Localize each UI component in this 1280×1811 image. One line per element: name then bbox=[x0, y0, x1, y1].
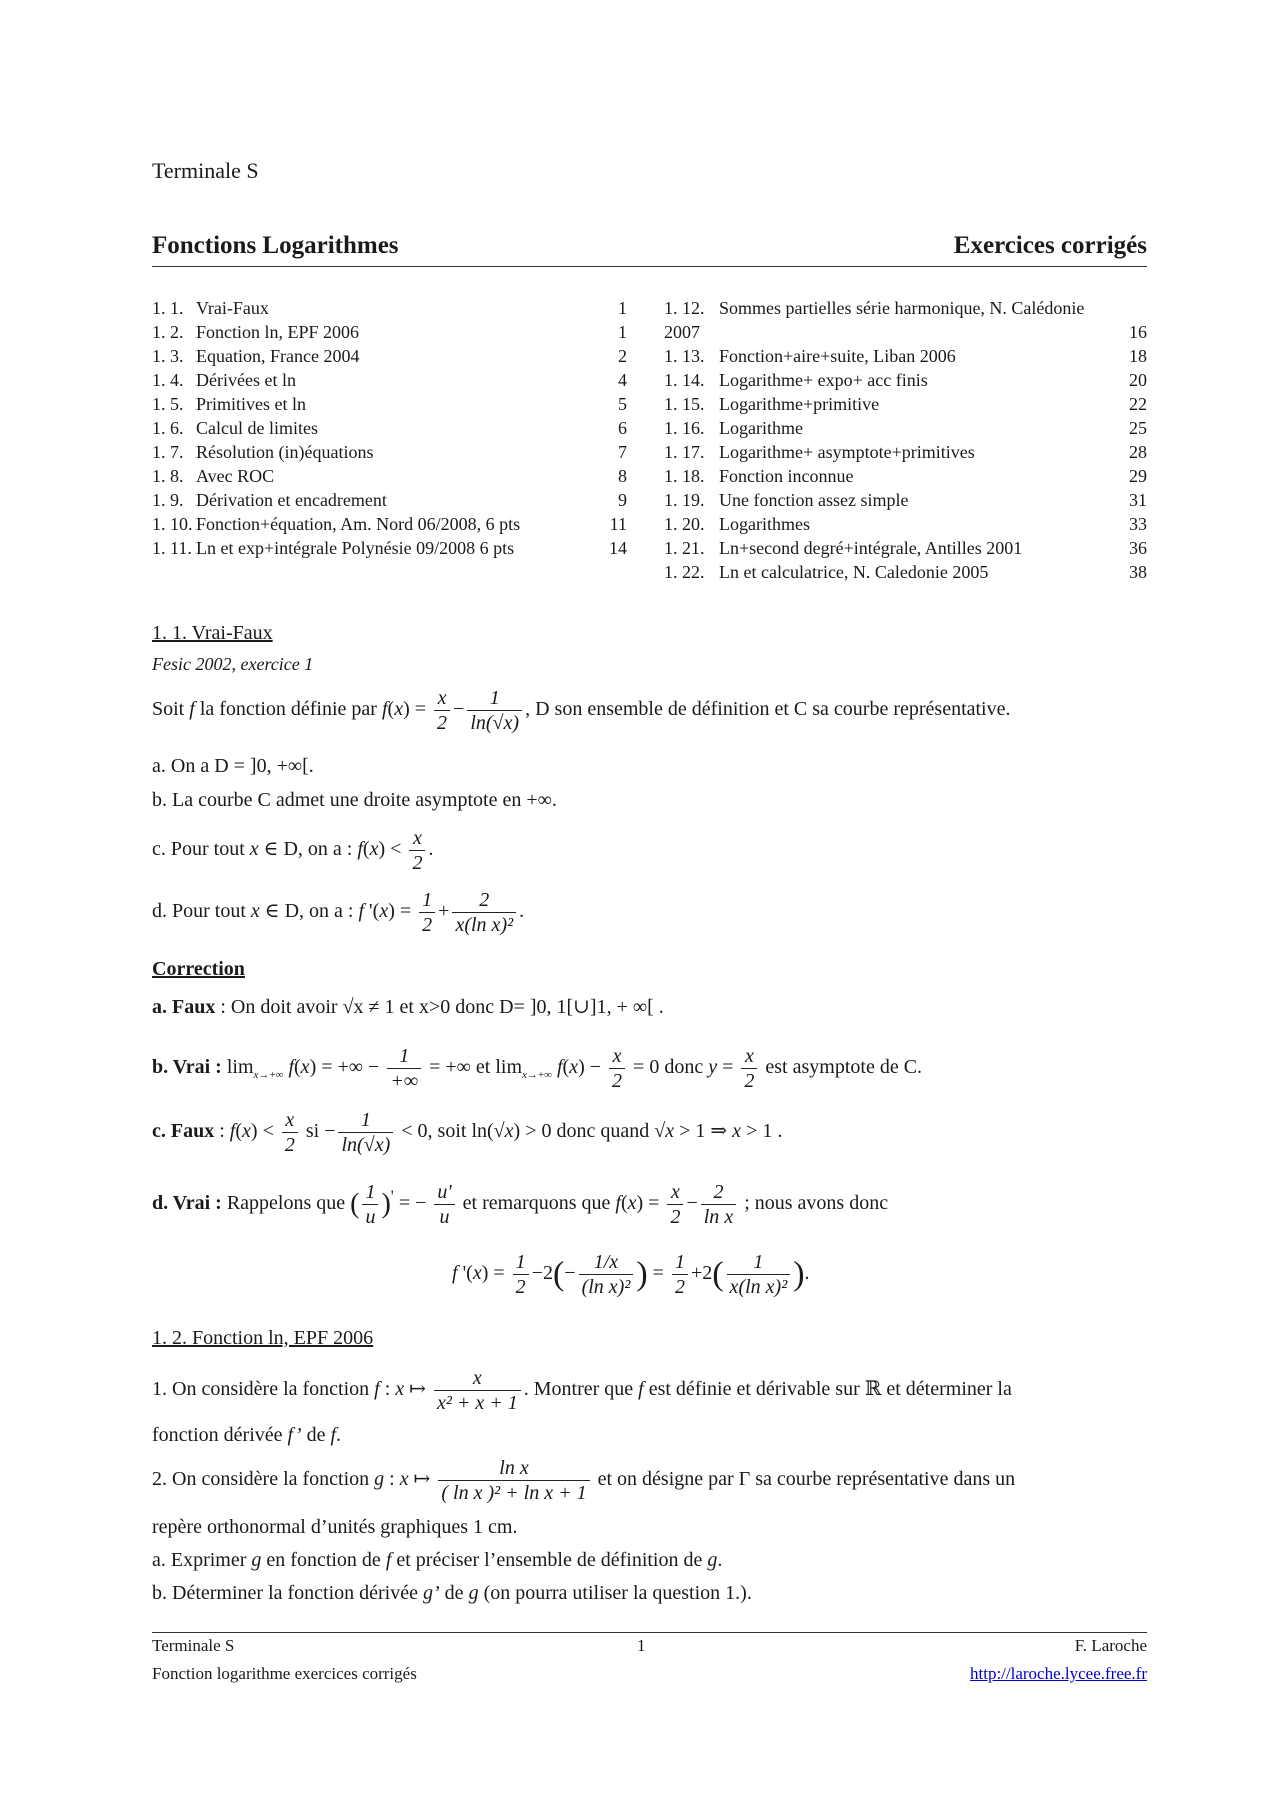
toc-entry-page: 18 bbox=[1129, 346, 1147, 366]
toc-entry-label: Sommes partielles série harmonique, N. Calédonie bbox=[719, 298, 1085, 318]
toc-entry[interactable] bbox=[152, 440, 627, 464]
document-title: Fonctions Logarithmes bbox=[152, 232, 399, 259]
header-class: Terminale S bbox=[152, 158, 259, 183]
toc-entry-page: 29 bbox=[1129, 466, 1147, 486]
statement-b: b. La courbe C admet une droite asymptote en +∞. bbox=[152, 789, 557, 811]
question-1: 1. On considère la fonction f : x ↦ $\frac{x}{\text{x² + x + 1}}$ . Montrer que f est définie et dérivable sur ℝ et déterminer la bbox=[152, 1367, 1012, 1414]
toc-entry[interactable] bbox=[152, 488, 627, 512]
section-heading-fonction-ln[interactable]: 1. 2. Fonction ln, EPF 2006 bbox=[152, 1327, 374, 1349]
footer-url-link[interactable]: http://laroche.lycee.free.fr bbox=[970, 1664, 1147, 1683]
toc-entry-label: Primitives et ln bbox=[196, 394, 306, 414]
toc-entry-number: 1. 15. bbox=[664, 394, 705, 414]
toc-entry-label: Vrai-Faux bbox=[196, 298, 269, 318]
toc-entry-label: Logarithme+primitive bbox=[719, 394, 880, 414]
correction-d: d. Vrai : Rappelons que ( $\frac{1}{u}$ )' = − $\frac{u'}{u}$ et remarquons que f(x) = $\frac{x}{2}$ − $\frac{2}{\text{ln x}}$ ; nous avons donc bbox=[152, 1181, 889, 1228]
fraction: $\frac{\text{ln x}}{\text{( ln x )² + ln x + 1}}$ bbox=[438, 1456, 589, 1505]
toc-entry[interactable] bbox=[152, 392, 627, 416]
fraction: $\frac{1/x}{\text{(ln x)²}}$ bbox=[579, 1250, 634, 1299]
toc-entry-label: Calcul de limites bbox=[196, 418, 318, 438]
toc-entry[interactable] bbox=[664, 368, 1147, 392]
toc-entry-page: 16 bbox=[1129, 322, 1147, 342]
toc-entry-number: 1. 22. bbox=[664, 562, 705, 582]
toc-entry[interactable] bbox=[152, 416, 627, 440]
toc-entry[interactable] bbox=[664, 440, 1147, 464]
toc-entry-page: 7 bbox=[618, 442, 627, 462]
toc-entry-label: Fonction ln, EPF 2006 bbox=[196, 322, 360, 342]
toc-entry-page: 25 bbox=[1129, 418, 1147, 438]
toc-entry-page: 28 bbox=[1129, 442, 1147, 462]
fraction: $\frac{x}{2}$ bbox=[667, 1180, 683, 1229]
fraction: $\frac{u'}{u}$ bbox=[434, 1180, 454, 1229]
fraction: $\frac{1}{2}$ bbox=[419, 888, 435, 937]
toc-entry-number: 1. 14. bbox=[664, 370, 705, 390]
footer-page-number: 1 bbox=[637, 1636, 646, 1655]
toc-entry-number: 1. 7. bbox=[152, 442, 184, 462]
fraction: $\frac{1}{\ln(√x)}$ bbox=[467, 686, 522, 735]
fraction: $\frac{1}{u}$ bbox=[362, 1180, 378, 1229]
toc-entry-label: Ln+second degré+intégrale, Antilles 2001 bbox=[719, 538, 1023, 558]
toc-entry[interactable] bbox=[664, 464, 1147, 488]
fraction: $\frac{x}{2}$ bbox=[409, 826, 425, 875]
toc-entry-label: Fonction+équation, Am. Nord 06/2008, 6 pts bbox=[196, 514, 521, 534]
question-2a: a. Exprimer g en fonction de f et préciser l’ensemble de définition de g. bbox=[152, 1549, 723, 1571]
toc-entry-page: 2 bbox=[618, 346, 627, 366]
fraction: $\frac{x}{2}$ bbox=[282, 1108, 298, 1157]
toc-entry-number: 1. 20. bbox=[664, 514, 705, 534]
toc-entry-page: 1 bbox=[618, 322, 627, 342]
fraction: $\frac{x}{2}$ bbox=[741, 1044, 757, 1093]
toc-entry-label: Fonction inconnue bbox=[719, 466, 854, 486]
section-source: Fesic 2002, exercice 1 bbox=[152, 654, 314, 674]
toc-entry-label: Dérivation et encadrement bbox=[196, 490, 387, 510]
toc-entry-label: Logarithme+ expo+ acc finis bbox=[719, 370, 928, 390]
footer-class: Terminale S bbox=[152, 1636, 235, 1655]
toc-left-column bbox=[152, 296, 627, 560]
toc-entry-page: 8 bbox=[618, 466, 627, 486]
toc-entry-label: Logarithme+ asymptote+primitives bbox=[719, 442, 975, 462]
fraction: $\frac{x}{2}$ bbox=[434, 686, 450, 735]
document-subtitle: Exercices corrigés bbox=[953, 232, 1147, 259]
fraction: $\frac{2}{\text{x(ln x)²}}$ bbox=[452, 888, 516, 937]
correction-c: c. Faux : f(x) < $\frac{x}{2}$ si − $\frac{1}{\ln(√x)}$ < 0, soit ln(√x) > 0 donc quand √x > 1 ⇒ x > 1 . bbox=[152, 1109, 783, 1156]
intro-paragraph: Soit f la fonction définie par f(x) = $\frac{x}{2}$ − $\frac{1}{\ln(√x)}$ , D son ensemble de définition et C sa courbe représentative. bbox=[152, 687, 1011, 734]
section-heading-vrai-faux[interactable]: 1. 1. Vrai-Faux bbox=[152, 622, 273, 644]
toc-entry[interactable] bbox=[152, 464, 627, 488]
question-1-line2: fonction dérivée f’ de f. bbox=[152, 1424, 342, 1446]
toc-entry-page: 6 bbox=[618, 418, 627, 438]
toc-entry-number: 1. 10. bbox=[152, 514, 193, 534]
footer-document-name: Fonction logarithme exercices corrigés bbox=[152, 1664, 417, 1683]
toc-entry-label: Résolution (in)équations bbox=[196, 442, 374, 462]
fraction: $\frac{x}{2}$ bbox=[609, 1044, 625, 1093]
question-2: 2. On considère la fonction g : x ↦ $\frac{\text{ln x}}{\text{( ln x )² + ln x + 1}}$ et on désigne par Γ sa courbe représentative dans un bbox=[152, 1457, 1016, 1504]
toc-entry-number: 1. 4. bbox=[152, 370, 184, 390]
correction-b: b. Vrai : $\lim_{x\to+\infty} f(x)$ = +∞ − $\frac{1}{+\infty}$ = +∞ et $\lim_{x\to+\infty} f(x)$ − $\frac{x}{2}$ = 0 donc y = $\frac{x}{2}$ est asymptote de C. bbox=[152, 1045, 923, 1092]
fraction: $\frac{1}{2}$ bbox=[672, 1250, 688, 1299]
toc-entry-page: 20 bbox=[1129, 370, 1147, 390]
toc-entry-label: Fonction+aire+suite, Liban 2006 bbox=[719, 346, 956, 366]
toc-entry[interactable] bbox=[664, 296, 1147, 320]
toc-entry-label: Avec ROC bbox=[196, 466, 275, 486]
toc-entry-number: 1. 13. bbox=[664, 346, 705, 366]
toc-entry-label: 2007 bbox=[664, 322, 700, 342]
fraction: $\frac{1}{2}$ bbox=[513, 1250, 529, 1299]
correction-d-formula: f '(x) = $\frac{1}{2}$ −2(− $\frac{1/x}{\text{(ln x)²}}$ ) = $\frac{1}{2}$ +2( $\frac{1}{\text{x(ln x)²}}$ ). bbox=[452, 1251, 810, 1298]
toc-entry-page: 14 bbox=[609, 538, 627, 558]
toc-entry[interactable] bbox=[152, 320, 627, 344]
toc-entry-number: 1. 6. bbox=[152, 418, 184, 438]
toc-entry-number: 1. 3. bbox=[152, 346, 184, 366]
toc-entry-number: 1. 8. bbox=[152, 466, 184, 486]
toc-entry[interactable] bbox=[664, 536, 1147, 560]
correction-a: a. Faux : On doit avoir √x ≠ 1 et x>0 donc D= ]0, 1[∪]1, + ∞[ . bbox=[152, 996, 664, 1018]
toc-entry-number: 1. 19. bbox=[664, 490, 705, 510]
toc-entry-page: 5 bbox=[618, 394, 627, 414]
toc-entry-page: 1 bbox=[618, 298, 627, 318]
toc-entry-number: 1. 5. bbox=[152, 394, 184, 414]
fraction: $\frac{1}{\ln(√x)}$ bbox=[338, 1108, 393, 1157]
toc-entry-label: Ln et exp+intégrale Polynésie 09/2008 6 pts bbox=[196, 538, 515, 558]
toc-entry[interactable] bbox=[152, 536, 627, 560]
toc-entry-label: Une fonction assez simple bbox=[719, 490, 909, 510]
toc-entry-number: 1. 1. bbox=[152, 298, 184, 318]
fraction: $\frac{1}{\text{x(ln x)²}}$ bbox=[727, 1250, 791, 1299]
toc-entry-number: 1. 11. bbox=[152, 538, 192, 558]
toc-entry-page: 22 bbox=[1129, 394, 1147, 414]
toc-entry[interactable] bbox=[152, 512, 627, 536]
toc-entry[interactable] bbox=[664, 344, 1147, 368]
toc-entry-page: 9 bbox=[618, 490, 627, 510]
statement-c: c. Pour tout x ∈ D, on a : f(x) < $\frac{x}{2}$ . bbox=[152, 827, 434, 874]
toc-entry[interactable] bbox=[664, 320, 1147, 344]
question-2b: b. Déterminer la fonction dérivée g’ de g (on pourra utiliser la question 1.). bbox=[152, 1582, 752, 1604]
toc-entry-label: Logarithmes bbox=[719, 514, 810, 534]
correction-heading: Correction bbox=[152, 958, 245, 980]
toc-entry-number: 1. 17. bbox=[664, 442, 705, 462]
toc-entry-page: 38 bbox=[1129, 562, 1147, 582]
toc-entry-number: 1. 9. bbox=[152, 490, 184, 510]
fraction: $\frac{x}{\text{x² + x + 1}}$ bbox=[434, 1366, 521, 1415]
toc-entry-page: 4 bbox=[618, 370, 627, 390]
statement-a: a. On a D = ]0, +∞[. bbox=[152, 755, 314, 777]
toc-entry-label: Logarithme bbox=[719, 418, 803, 438]
toc-entry-page: 36 bbox=[1129, 538, 1147, 558]
document-page bbox=[152, 0, 1147, 1811]
toc-entry[interactable] bbox=[152, 296, 627, 320]
toc-entry-number: 1. 18. bbox=[664, 466, 705, 486]
question-2-line2: repère orthonormal d’unités graphiques 1 cm. bbox=[152, 1516, 518, 1538]
title-row bbox=[152, 228, 1147, 267]
footer-author: F. Laroche bbox=[1074, 1636, 1147, 1655]
toc-entry-page: 11 bbox=[609, 514, 627, 534]
statement-d: d. Pour tout x ∈ D, on a : f '(x) = $\frac{1}{2}$ + $\frac{2}{\text{x(ln x)²}}$ . bbox=[152, 889, 525, 936]
toc-entry-page: 31 bbox=[1129, 490, 1147, 510]
toc-entry-number: 1. 2. bbox=[152, 322, 184, 342]
toc-entry[interactable] bbox=[152, 368, 627, 392]
toc-entry[interactable] bbox=[664, 392, 1147, 416]
toc-entry-number: 1. 21. bbox=[664, 538, 705, 558]
toc-entry-label: Ln et calculatrice, N. Caledonie 2005 bbox=[719, 562, 989, 582]
toc-entry[interactable] bbox=[664, 512, 1147, 536]
fraction: $\frac{2}{\text{ln x}}$ bbox=[701, 1180, 736, 1229]
toc-entry[interactable] bbox=[664, 488, 1147, 512]
toc-entry[interactable] bbox=[152, 344, 627, 368]
toc-entry[interactable] bbox=[664, 560, 1147, 584]
toc-right-column bbox=[664, 296, 1147, 584]
toc-entry[interactable] bbox=[664, 416, 1147, 440]
toc-entry-label: Dérivées et ln bbox=[196, 370, 296, 390]
toc-entry-page: 33 bbox=[1129, 514, 1147, 534]
toc-entry-label: Equation, France 2004 bbox=[196, 346, 360, 366]
fraction: $\frac{1}{+\infty}$ bbox=[387, 1044, 421, 1093]
toc-entry-number: 1. 12. bbox=[664, 298, 705, 318]
footer-divider bbox=[152, 1632, 1147, 1633]
toc-entry-number: 1. 16. bbox=[664, 418, 705, 438]
